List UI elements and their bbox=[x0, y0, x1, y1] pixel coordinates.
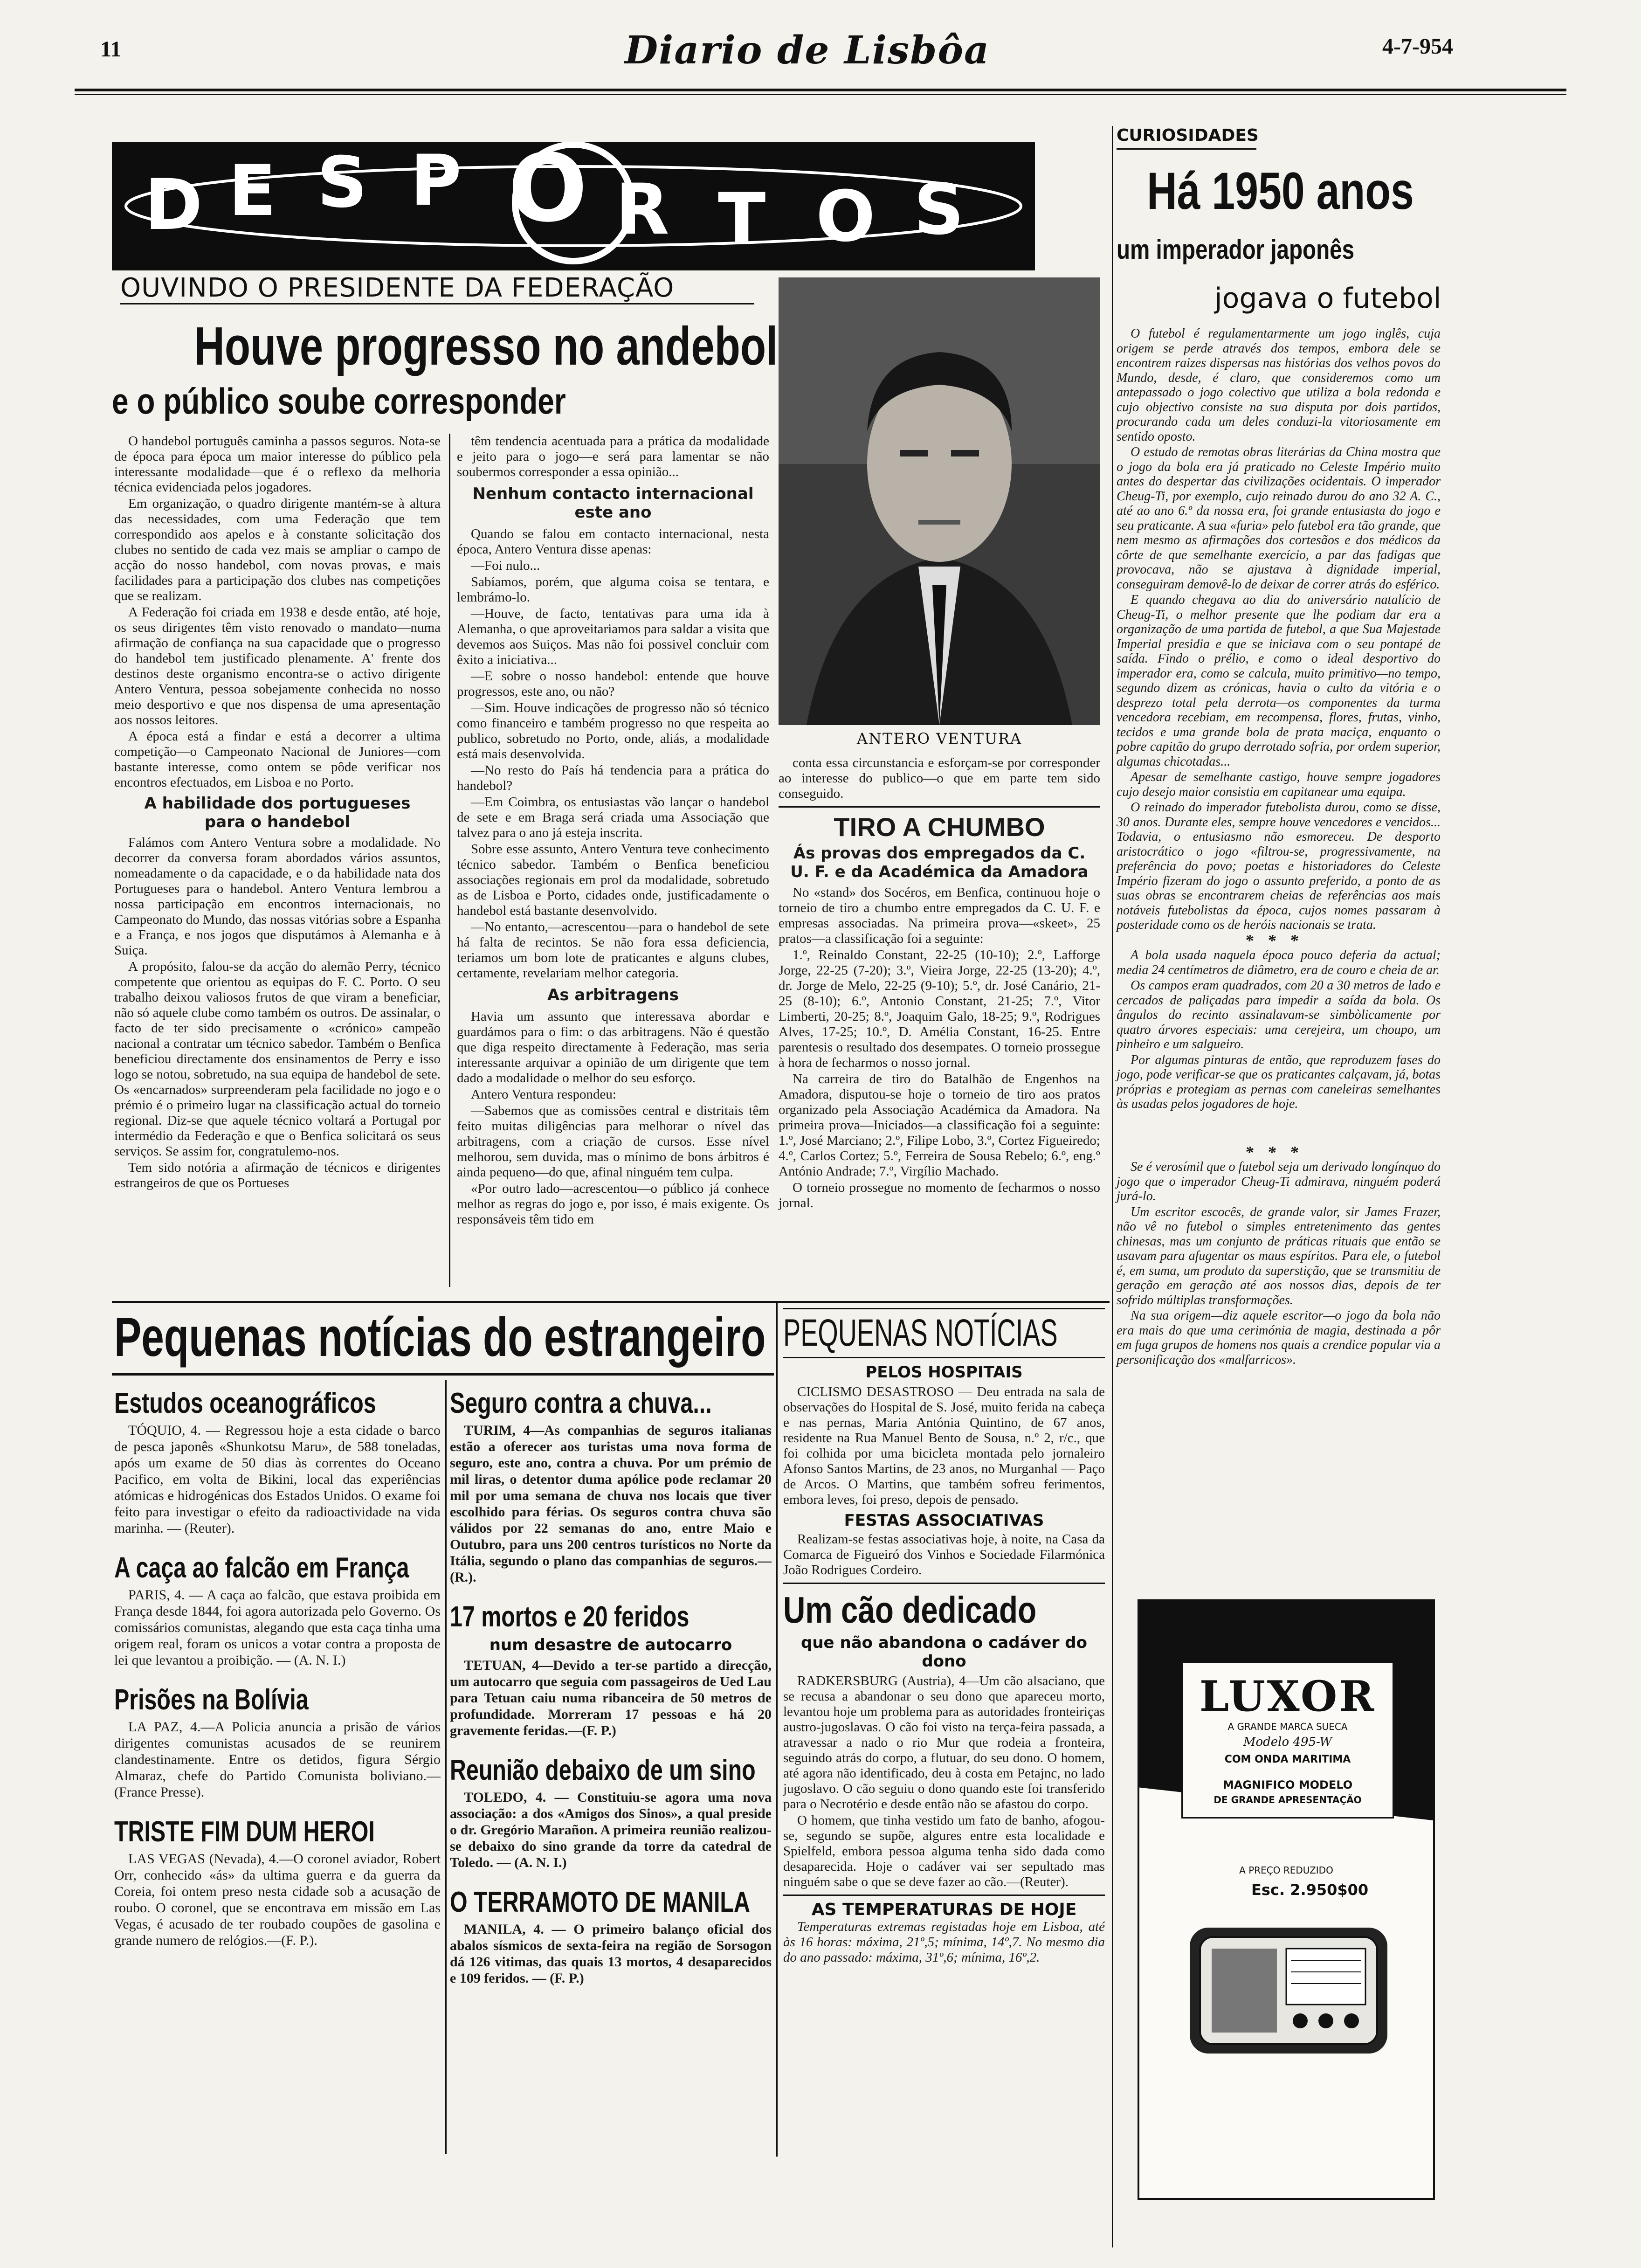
news-paragraph: CICLISMO DESASTROSO — Deu entrada na sala de observações do Hospital de S. José, muito ferida na cabeça e nas pernas, Maria Antónia Quintino, de 67 anos, residente na Rua Manuel Bento de Sousa, n.º 2, r/c., que foi colhida por uma bicicleta montada pelo jornaleiro Afonso Santos Martins, de 23 anos, no Murganhal — Paço de Arcos. O Martins, que também sofreu ferimentos, embora leves, foi preso, depois de pensado. bbox=[783, 1384, 1105, 1507]
estrangeiro-col-1 bbox=[114, 1385, 441, 1962]
article-paragraph: Em organização, o quadro dirigente mantém-se à altura das necessidades, com uma Federação que tem correspondido aos apelos e à constante solicitação dos clubes no sentido de cada vez mais se ampliar o campo de acção do nosso handebol, com novas provas, e mais facilidades para a participação dos clubes nas competições que se realizam. bbox=[114, 496, 441, 603]
pn-headline-text: PEQUENAS NOTÍCIAS bbox=[783, 1312, 1058, 1354]
section-rule bbox=[112, 1301, 1110, 1303]
news-item-text: PARIS, 4. — A caça ao falcão, que estava proibida em França desde 1844, foi agora autorizada pelo Governo. Os comissários comunistas, alegando que esta caça tinha uma origem real, foram os unicos a votar contra a proposta de lei que levantou a proibição. — (A. N. I.) bbox=[114, 1587, 441, 1668]
article-paragraph: Havia um assunto que interessava abordar e guardámos para o fim: o das arbitragens. Não é questão que diga respeito directamente à Federação, mas seria interessante arquivar a opinião de um dirigente que tem dado a modalidade o melhor do seu esforço. bbox=[457, 1009, 769, 1086]
curiosidades-paragraph: O estudo de remotas obras literárias da China mostra que o jogo da bola era já praticado no Celeste Império muito antes do despertar das civilizações ocidentais. O imperador Cheug-Ti, por exemplo, cujo reinado durou do ano 32 A. C., até ao ano 6.º da nossa era, foi grande entusiasta do jogo e seu praticante. A sua «furia» pelo futebol era tão grande, que nem mesmo as afirmações dos cortesãos e dos médicos da côrte de que semelhante exercício, a par das fadigas que provocava, não se ajustava à dignidade imperial, conseguiram demovê-lo de deixar de correr atrás do esférico. bbox=[1117, 445, 1441, 592]
estrangeiro-col-2 bbox=[450, 1385, 772, 1999]
article-paragraph: —No resto do País há tendencia para a prática do handebol? bbox=[457, 763, 769, 793]
news-item-headline-text: Estudos oceanográficos bbox=[114, 1387, 376, 1419]
curiosidades-paragraph: Se é verosímil que o futebol seja um derivado longínquo do jogo que o imperador Cheug-Ti admirava, ninguém poderá jurá-lo. bbox=[1117, 1160, 1441, 1203]
news-item bbox=[114, 1813, 441, 1949]
article-paragraph: Sabíamos, porém, que alguma coisa se tentara, e lembrámo-lo. bbox=[457, 574, 769, 605]
ad-price: Esc. 2.950$00 bbox=[1251, 1881, 1369, 1899]
news-item-headline bbox=[114, 1681, 441, 1719]
estrangeiro-headline-text: Pequenas notícias do estrangeiro bbox=[114, 1307, 766, 1368]
pn-rule bbox=[783, 1895, 1105, 1896]
ad-price-label: A PREÇO REDUZIDO bbox=[1239, 1865, 1333, 1876]
headline-text: Houve progresso no andebol bbox=[194, 316, 778, 376]
news-item-text: LAS VEGAS (Nevada), 4.—O coronel aviador, Robert Orr, conhecido «ás» da ultima guerra e da guerra da Coreia, foi ontem preso nesta cidade sob a acusação de roubo. O coronel, que se encontrava em missão em Las Vegas, é acusado de ter roubado coupões de gasolina e grande numero de relógios.—(F. P.). bbox=[114, 1851, 441, 1948]
masthead-rule-thin bbox=[75, 94, 1566, 95]
photo-caption: ANTERO VENTURA bbox=[856, 730, 1022, 747]
curiosidades-paragraph: Por algumas pinturas de então, que reproduzem fases do jogo, pode verificar-se que os praticantes calçavam, já, botas próprias e protegiam as pernas com caneleiras semelhantes às usadas pelos jogadores de hoje. bbox=[1117, 1052, 1441, 1111]
ad-line1: A GRANDE MARCA SUECA bbox=[1227, 1721, 1348, 1732]
curiosidades-sub2: jogava o futebol bbox=[1214, 282, 1441, 315]
article-paragraph: —Em Coimbra, os entusiastas vão lançar o handebol de sete e em Braga será criada uma Associação que talvez para o ano já esteja inscrita. bbox=[457, 795, 769, 840]
banner-letter: S bbox=[317, 142, 368, 223]
article-paragraph: Falámos com Antero Ventura sobre a modalidade. No decorrer da conversa foram abordados vários assuntos, nomeadamente o da capacidade, e o da habilidade nata dos Portugueses para o handebol. Antero Ventura lembrou a nossa participação em encontros internacionais, no Campeonato do Mundo, das nossas vitórias sobre a Espanha e a França, e nos jogos que disputámos à Alemanha e à Suiça. bbox=[114, 835, 441, 958]
curiosidades-paragraph: Apesar de semelhante castigo, houve sempre jogadores cujo desejo maior consistia em capitanear uma equipa. bbox=[1117, 770, 1441, 799]
curiosidades-sub1-text: um imperador japonês bbox=[1117, 235, 1355, 265]
curiosidades-headline-text: Há 1950 anos bbox=[1147, 162, 1414, 220]
curiosidades-sub1 bbox=[1117, 234, 1407, 265]
curiosidades-paragraph: Um escritor escocês, de grande valor, sir James Frazer, não vê no futebol o simples entretenimento das gentes chinesas, mas um conjunto de práticas rituais que então se usavam para afugentar os maus espíritos. Para ele, o futebol é, em suma, um produto da superstição, que se transmitiu de geração em geração até aos nossos dias, depois de ter sofrido múltiplas transformações. bbox=[1117, 1204, 1441, 1307]
temp-text: Temperaturas extremas registadas hoje em Lisboa, até às 16 horas: máxima, 21º,5; mínima, 14º,7. No mesmo dia do ano passado: máxima, 31º,6; mínima, 16º,2. bbox=[783, 1919, 1105, 1965]
article-paragraph: O handebol português caminha a passos seguros. Nota-se de época para época um maior interesse do público pela interessante modalidade—que é o reflexo da melhoria técnica evidenciada pelos jogadores. bbox=[114, 434, 441, 495]
pn-rule bbox=[783, 1583, 1105, 1584]
tiro-paragraph: 1.º, Reinaldo Constant, 22-25 (10-10); 2.º, Lafforge Jorge, 22-25 (7-20); 3.º, Vieira Jorge, 22-25 (13-20); 4.º, dr. Jorge de Melo, 22-25 (9-10); 5.º, dr. José Canário, 21-25 (8-10); 6.º, Antonio Constant, 21-25; 7.º, Vitor Limberti, 20-25; 8.º, Joaquim Galo, 18-25; 9.º, Rodrigues Alves, 17-25; 10.º, D. Amélia Constant, 16-25. Entre parentesis o resultado dos desempates. O torneio prossegue à hora de fecharmos o nosso jornal. bbox=[779, 947, 1100, 1070]
banner-letter: O bbox=[816, 176, 876, 257]
curiosidades-kicker: CURIOSIDADES bbox=[1117, 126, 1259, 145]
col-divider bbox=[445, 1380, 447, 2154]
hospitais-head: PELOS HOSPITAIS bbox=[865, 1363, 1023, 1382]
banner-letter: R bbox=[615, 169, 669, 250]
article-paragraph: conta essa circunstancia e esforçam-se por corresponder ao interesse do publico—o que em parte tem sido conseguido. bbox=[779, 755, 1100, 801]
masthead-rule bbox=[75, 89, 1566, 91]
ad-line2: COM ONDA MARITIMA bbox=[1224, 1754, 1351, 1765]
news-item bbox=[450, 1598, 772, 1739]
article-paragraph: Tem sido notória a afirmação de técnicos e dirigentes estrangeiros de que os Portueses bbox=[114, 1160, 441, 1190]
article-paragraph: «Por outro lado—acrescentou—o público já conhece melhor as regras do jogo e, por isso, é mais exigente. Os responsáveis têm tido em bbox=[457, 1181, 769, 1227]
news-item bbox=[450, 1752, 772, 1871]
news-item-subhead: num desastre de autocarro bbox=[489, 1636, 732, 1654]
temp-body bbox=[783, 1919, 1105, 1965]
curiosidades-paragraph: O futebol é regulamentarmente um jogo inglês, cuja origem se perde através dos tempos, embora dele se encontrem raizes dispersas nas histórias dos velhos povos do Mundo, desde, é claro, que consideremos como um antepassado o jogo colectivo que utiliza a bola redonda e cujo objectivo consiste na sua disputa por dois partidos, procurando cada um deles conduzi-la vitoriosamente em sentido oposto. bbox=[1117, 326, 1441, 444]
curiosidades-paragraph: Os campos eram quadrados, com 20 a 30 metros de lado e cercados de paliçadas para impedir a saída da bola. Os ângulos do recinto assinalavam-se simbòlicamente por quatro árvores especiais: uma cerejeira, um choupo, um pinheiro e um salgueiro. bbox=[1117, 978, 1441, 1051]
article-paragraph: —E sobre o nosso handebol: entende que houve progressos, este ano, ou não? bbox=[457, 669, 769, 699]
festas-body bbox=[783, 1532, 1105, 1578]
news-item-headline bbox=[114, 1549, 441, 1587]
article-paragraph: Sobre esse assunto, Antero Ventura teve conhecimento técnico sabedor. Também o Benfica beneficiou associações regionais em prol da modalidade, sobretudo as de Lisboa e Porto, cidades onde, justificadamente o handebol está bastante desenvolvido. bbox=[457, 842, 769, 918]
banner-letter: D bbox=[145, 165, 203, 246]
curiosidades-paragraph: E quando chegava ao dia do aniversário natalício de Cheug-Ti, o melhor presente que lhe podiam dar era a organização de uma partida de futebol, a que Sua Majestade Imperial presidia e que se iniciava com o seu pontapé de saída. Findo o prélio, e como o ideal desportivo do imperador era, como se calcula, muito primitivo—no tempo, segundo dizem as crónicas, havia o culto da vitória e o desprezo total pela derrota—os componentes da turma vencedora recebiam, em recompensa, flores, frutas, vinho, tecidos e uma grande bola de prata maciça, enquanto o pobre capitão do grupo derrotado sofria, por ordem superior, algumas chicotadas... bbox=[1117, 593, 1441, 769]
news-item bbox=[114, 1549, 441, 1668]
kicker-rule bbox=[120, 303, 754, 304]
news-item bbox=[114, 1385, 441, 1536]
page-number: 11 bbox=[100, 37, 122, 62]
news-item-text: TOLEDO, 4. — Constituiu-se agora uma nova associação: a dos «Amigos dos Sinos», a qual preside o dr. Gregório Marañon. A primeira reunião realizou-se debaixo do sino grande da torre da catedral de Toledo. — (A. N. I.) bbox=[450, 1790, 772, 1870]
news-item-headline bbox=[450, 1752, 772, 1789]
ad-brand-box bbox=[1181, 1662, 1394, 1819]
news-item-headline-text: O TERRAMOTO DE MANILA bbox=[450, 1886, 750, 1918]
subhead-text: e o público soube corresponder bbox=[112, 380, 566, 422]
news-item-headline-text: TRISTE FIM DUM HEROI bbox=[114, 1816, 375, 1848]
news-paragraph: RADKERSBURG (Austria), 4—Um cão alsaciano, que se recusa a abandonar o seu dono que apareceu morto, levantou hoje um problema para as autoridades fronteiriças austro-jugoslavas. O cão foi visto na terça-feira passada, a atravessar a nado o rio Mur que rodeia a fronteira, seguindo atrás do corpo, a flutuar, do seu dono. O homem, até agora não identificado, deu à costa em Petajnc, no lado jugoslavo. O cão seguiu o dono quando este foi transferido para o Necrotério e desde então não se afastou do corpo. bbox=[783, 1673, 1105, 1812]
banner-letters bbox=[112, 142, 1035, 270]
cao-body bbox=[783, 1673, 1105, 1890]
news-item-headline-text: Reunião debaixo de um sino bbox=[450, 1754, 756, 1786]
desportos-subhead bbox=[112, 380, 666, 422]
article-paragraph: —Sim. Houve indicações de progresso não só técnico como financeiro e também progresso no que respeita ao publico, sobretudo no Porto, onde, aliás, a modalidade está mais desenvolvida. bbox=[457, 700, 769, 761]
news-item-headline bbox=[450, 1884, 772, 1921]
article-paragraph: A propósito, falou-se da acção do alemão Perry, técnico competente que orientou as equipas do F. C. Porto. O seu trabalho deixou valiosos frutos de que viram a beneficiar, não só aquele clube como também os outros. De assinalar, o facto de ter sido precisamente o «crónico» campeão nacional a contratar um técnico sabedor. Também o Benfica beneficiou directamente dos ensinamentos de Perry e isso logo se notou, sobretudo, na sua equipa de handebol de sete. Os «encarnados» surpreenderam pela facilidade no jogo e o prémio é o primeiro lugar na classificação actual do torneio regional. Diz-se que aquele técnico voltará a Portugal por intermédio da Federação e que o Benfica solicitará os seus serviços. Se assim for, congratulemo-nos. bbox=[114, 959, 441, 1159]
radio-illustration bbox=[1186, 1923, 1391, 2065]
issue-date: 4-7-954 bbox=[1382, 34, 1453, 59]
banner-letter: O bbox=[508, 142, 588, 243]
article-paragraph: —Foi nulo... bbox=[471, 558, 540, 573]
temp-head: AS TEMPERATURAS DE HOJE bbox=[811, 1900, 1077, 1919]
banner-letter: P bbox=[410, 142, 462, 221]
article-paragraph: Antero Ventura respondeu: bbox=[471, 1087, 616, 1102]
news-item-text: LA PAZ, 4.—A Policia anuncia a prisão de vários dirigentes comunistas acusados de se reunirem clandestinamente. Entre os detidos, figura Sérgio Almaraz, chefe do Partido Comunista boliviano.—(France Presse). bbox=[114, 1719, 441, 1800]
article-paragraph: Quando se falou em contacto internacional, nesta época, Antero Ventura disse apenas: bbox=[457, 526, 769, 557]
banner-letter: S bbox=[914, 169, 965, 250]
tiro-paragraph: Na carreira de tiro do Batalhão de Engenhos na Amadora, disputou-se hoje o torneio de tiro aos pratos organizado pela Associação Académica da Amadora. Na primeira prova—Iniciados—a classificação foi a seguinte: 1.º, José Marciano; 2.º, Filipe Lobo, 3.º, Cortez Figueiredo; 4.º, Carlos Cortez; 5.º, Ferreira de Sousa Rebelo; 6.º, eng.º António Andrade; 7.º, Virgílio Machado. bbox=[779, 1072, 1100, 1179]
pequenas-noticias bbox=[783, 1308, 1105, 1966]
section-rule bbox=[112, 1373, 774, 1376]
news-item-text: TÓQUIO, 4. — Regressou hoje a esta cidade o barco de pesca japonês «Shunkotsu Maru», de 588 toneladas, após um exame de 50 dias às correntes do Oceano Pacifico, em volta de Bikini, local das experiências atómicas e hidrogénicas dos Estados Unidos. O exame foi feito para investigar o efeito da radioactividade na vida marinha. — (Reuter). bbox=[114, 1423, 441, 1536]
tiro-rule bbox=[779, 806, 1100, 808]
luxor-ad bbox=[1138, 1599, 1435, 2200]
article-paragraph: têm tendencia acentuada para a prática da modalidade e jeito para o jogo—e será para lamentar se não soubermos corresponder a essa opinião... bbox=[457, 434, 769, 479]
news-item bbox=[450, 1385, 772, 1585]
curiosidades-paragraph: Na sua origem—diz aquele escritor—o jogo da bola não era mais do que uma cerimónia de magia, destinada a pôr em fuga grupos de homens nos quais a crendice popular via a personificação dos «malfarricos». bbox=[1117, 1308, 1441, 1367]
news-item-headline-text: Prisões na Bolívia bbox=[114, 1684, 309, 1716]
ad-model: Modelo 495-W bbox=[1243, 1735, 1332, 1749]
news-item bbox=[450, 1884, 772, 1986]
article-paragraph: —Houve, de facto, tentativas para uma ida à Alemanha, o que aproveitariamos para saldar a visita que devemos aos Suiços. Mas não foi possivel concluir com êxito a iniciativa... bbox=[457, 606, 769, 667]
col-divider bbox=[449, 434, 450, 1287]
tiro-paragraph: No «stand» dos Socéros, em Benfica, continuou hoje o torneio de tiro a chumbo entre empregados da C. U. F. e empresas associadas. Na primeira prova—«skeet», 25 pratos—a classificação foi a seguinte: bbox=[779, 885, 1100, 946]
cao-headline bbox=[783, 1589, 1105, 1632]
news-item-headline-text: 17 mortos e 20 feridos bbox=[450, 1601, 689, 1633]
curiosidades-rule bbox=[1117, 148, 1256, 150]
tiro-paragraph: O torneio prossegue no momento de fecharmos o nosso jornal. bbox=[779, 1180, 1100, 1210]
desportos-headline bbox=[112, 315, 778, 377]
paper-name: Diario de Lisbôa bbox=[625, 28, 990, 73]
news-item-headline bbox=[114, 1385, 441, 1422]
news-item-text: TETUAN, 4—Devido a ter-se partido a direcção, um autocarro que seguia com passageiros de Ued Lau para Tetuan caiu numa ribanceira de 50 metros de profundidade. Morreram 17 pessoas e há 20 gravemente feridas.—(F. P.) bbox=[450, 1658, 772, 1738]
news-item-headline bbox=[114, 1813, 441, 1851]
news-paragraph: O homem, que tinha vestido um fato de banho, afogou-se, segundo se supõe, algures entre esta localidade e Spielfeld, embora pessoa alguma tenha sido dada como desaparecida. Hoje o cadáver vai ser sepultado mas ninguém sabe o que se deve fazer ao cão.—(Reuter). bbox=[783, 1813, 1105, 1889]
news-item-headline bbox=[450, 1598, 772, 1636]
portrait-photo bbox=[779, 277, 1100, 725]
news-item-headline-text: Seguro contra a chuva... bbox=[450, 1387, 712, 1419]
col2-subhead-1: Nenhum contacto internacional este ano bbox=[472, 484, 754, 522]
separator-stars: *** bbox=[1245, 1142, 1312, 1162]
article-paragraph: —Sabemos que as comissões central e distritais têm feito muitas diligências para melhorar o nível das arbitragens, com a criação de cursos. Esse nível melhorou, sem duvida, mas o mínimo de bons árbitros é ainda pequeno—do que, afinal ninguém tem culpa. bbox=[457, 1103, 769, 1180]
desportos-column-3 bbox=[779, 755, 1100, 1212]
pn-headline bbox=[783, 1308, 1105, 1358]
desportos-kicker: OUVINDO O PRESIDENTE DA FEDERAÇÃO bbox=[120, 273, 675, 303]
ad-brand: LUXOR bbox=[1199, 1672, 1376, 1721]
ad-line3: MAGNIFICO MODELO bbox=[1222, 1778, 1353, 1791]
article-paragraph: A época está a findar e está a decorrer a ultima competição—o Campeonato Nacional de Juniores—com bastante interesse, como ontem se pôde verificar nos encontros efectuados, em Lisboa e no Porto. bbox=[114, 729, 441, 790]
col-divider bbox=[776, 1303, 778, 2157]
ad-line4: DE GRANDE APRESENTAÇÃO bbox=[1214, 1794, 1362, 1805]
curiosidades-body bbox=[1117, 326, 1441, 1368]
tiro-headline: TIRO A CHUMBO bbox=[834, 812, 1045, 842]
cao-headline-text: Um cão dedicado bbox=[783, 1589, 1037, 1631]
col2-subhead-2: As arbitragens bbox=[547, 986, 679, 1004]
article-paragraph: —No entanto,—acrescentou—para o handebol de sete há falta de recintos. Se não fora essa deficiencia, teriamos um bom lote de praticantes e alguns clubes, certamente, revelariam melhor categoria. bbox=[457, 920, 769, 981]
news-item-text: MANILA, 4. — O primeiro balanço oficial dos abalos sísmicos de sexta-feira na região de Sorsogon dá 126 vitimas, das quais 13 mortos, 4 desaparecidos e 109 feridos. — (F. P.) bbox=[450, 1922, 772, 1986]
banner-letter: E bbox=[228, 151, 276, 232]
curiosidades-paragraph: A bola usada naquela época pouco deferia da actual; media 24 centímetros de diâmetro, era de couro e cheia de ar. bbox=[1117, 948, 1441, 977]
news-item-headline bbox=[450, 1385, 772, 1422]
banner-letter: T bbox=[718, 179, 766, 260]
news-item-headline-text: A caça ao falcão em França bbox=[114, 1552, 409, 1584]
article-paragraph: A Federação foi criada em 1938 e desde então, até hoje, os seus dirigentes têm visto renovado o mandato—numa afirmação de confiança na sua capacidade que o progresso do handebol tem justificado plenamente. A' frente dos destinos deste organismo encontra-se o activo dirigente Antero Ventura, pessoa sobejamente conhecida no nosso meio desportivo e que nos dispensa de uma apresentação aos nossos leitores. bbox=[114, 605, 441, 727]
desportos-banner bbox=[112, 142, 1035, 270]
curiosidades-divider bbox=[1112, 126, 1113, 2247]
tiro-subhead: Ás provas dos empregados da C. U. F. e da Académica da Amadora bbox=[790, 844, 1089, 881]
desportos-column-1 bbox=[114, 434, 441, 1192]
festas-head: FESTAS ASSOCIATIVAS bbox=[844, 1511, 1044, 1530]
news-item-text: TURIM, 4—As companhias de seguros italianas estão a oferecer aos turistas uma nova forma de seguro, este ano, contra a chuva. Por um prémio de mil liras, o detentor duma apólice pode reclamar 20 mil por uma semana de chuva nos locais que tiver escolhido para férias. Os seguros contra chuva são válidos por 22 semanas do ano, entre Maio e Outubro, para uns 200 centros turísticos no Norte da Itália, segundo o plano das companhias de seguros.—(R.). bbox=[450, 1423, 772, 1585]
news-paragraph: Realizam-se festas associativas hoje, à noite, na Casa da Comarca de Figueiró dos Vinhos e Sociedade Filarmónica João Rodrigues Cordeiro. bbox=[783, 1532, 1105, 1577]
news-item bbox=[114, 1681, 441, 1800]
curiosidades-paragraph: O reinado do imperador futebolista durou, como se disse, 30 anos. Durante eles, sempre houve vencedores e vencidos... Todavia, o entusiasmo não esmoreceu. De desporto aristocrático o jogo «filtrou-se, progressivamente, na preferência do povo; poetas e historiadores do Celeste Império fizeram do jogo o assunto preferido, a ponto de as suas obras se encontrarem cheias de referências aos mais notáveis futebolistas da época, cujos nomes passaram à posteridade como os de heróis nacionais se trata. bbox=[1117, 800, 1441, 932]
curiosidades-headline bbox=[1147, 161, 1481, 221]
col1-subhead: A habilidade dos portugueses para o handebol bbox=[144, 794, 411, 831]
desportos-column-2 bbox=[457, 434, 769, 1228]
separator-stars: *** bbox=[1245, 931, 1312, 950]
cao-subhead: que não abandona o cadáver do dono bbox=[801, 1633, 1087, 1671]
hospitais-body bbox=[783, 1384, 1105, 1507]
